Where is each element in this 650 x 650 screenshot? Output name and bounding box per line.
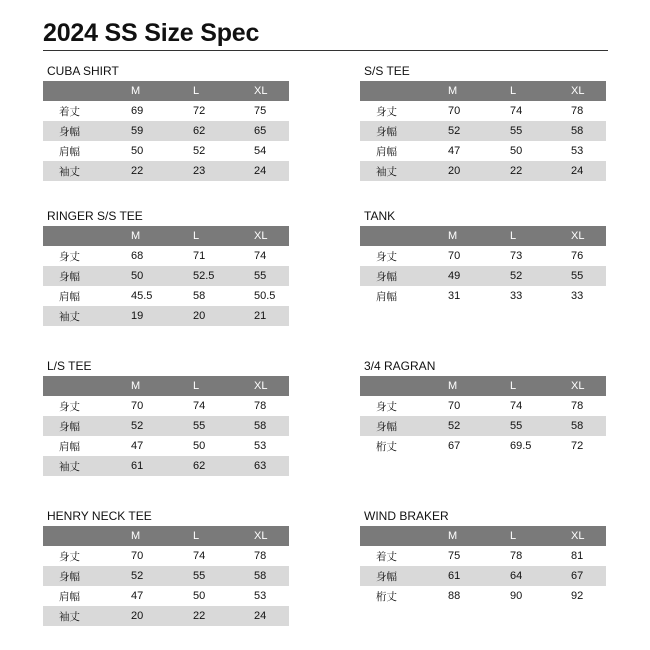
size-table [43,226,289,326]
measurement-value: 22 [510,165,523,177]
size-header-row [360,376,606,396]
measurement-label: 身幅 [59,270,80,283]
measurement-value: 76 [571,250,584,262]
measurement-label: 肩幅 [59,440,80,453]
measurement-value: 69 [131,105,144,117]
size-header: L [510,85,517,97]
measurement-label: 身丈 [376,400,397,413]
page-title: 2024 SS Size Spec [43,19,260,47]
measurement-label: 袖丈 [376,165,397,178]
measurement-value: 58 [571,420,584,432]
size-header: M [131,230,141,242]
measurement-value: 78 [571,105,584,117]
table-row [43,246,289,266]
title-divider [43,50,608,51]
measurement-label: 肩幅 [376,290,397,303]
measurement-value: 81 [571,550,584,562]
measurement-value: 47 [131,440,144,452]
table-row [43,546,289,566]
measurement-value: 73 [510,250,523,262]
size-header: M [448,85,458,97]
table-row [43,566,289,586]
product-name: WIND BRAKER [364,509,449,523]
measurement-value: 24 [571,165,584,177]
measurement-label: 袖丈 [59,610,80,623]
measurement-value: 52 [131,570,144,582]
measurement-value: 55 [510,420,523,432]
header-corner [360,81,448,101]
size-table-block [43,508,289,626]
size-header: M [448,380,458,392]
size-header-row [360,526,606,546]
table-row [43,416,289,436]
size-header-row [360,226,606,246]
measurement-value: 52.5 [193,270,215,282]
measurement-value: 20 [448,165,461,177]
measurement-value: 70 [448,105,461,117]
measurement-value: 47 [448,145,461,157]
table-row [360,246,606,266]
measurement-value: 65 [254,125,267,137]
measurement-value: 59 [131,125,144,137]
table-row [43,586,289,606]
product-name: 3/4 RAGRAN [364,359,436,373]
product-name: TANK [364,209,396,223]
measurement-value: 74 [510,400,523,412]
measurement-value: 67 [571,570,584,582]
measurement-value: 24 [254,610,267,622]
measurement-value: 22 [193,610,206,622]
measurement-value: 74 [254,250,267,262]
size-header: XL [571,85,585,97]
size-header: L [193,230,200,242]
measurement-label: 身丈 [59,400,80,413]
measurement-value: 23 [193,165,206,177]
size-header: M [131,85,141,97]
measurement-value: 52 [131,420,144,432]
measurement-value: 58 [571,125,584,137]
measurement-value: 58 [254,570,267,582]
product-name: HENRY NECK TEE [47,509,152,523]
size-header: XL [571,530,585,542]
measurement-value: 78 [510,550,523,562]
size-header-row [43,376,289,396]
size-header: XL [571,230,585,242]
measurement-value: 54 [254,145,267,157]
measurement-value: 55 [254,270,267,282]
measurement-value: 62 [193,125,206,137]
measurement-label: 身幅 [376,270,397,283]
measurement-label: 身幅 [376,125,397,138]
measurement-label: 桁丈 [376,590,397,603]
table-row [43,286,289,306]
measurement-value: 61 [448,570,461,582]
table-row [43,396,289,416]
size-table-block [360,358,606,456]
table-row [43,161,289,181]
size-header: XL [254,380,268,392]
size-header-row [43,81,289,101]
measurement-value: 70 [448,250,461,262]
measurement-value: 47 [131,590,144,602]
measurement-value: 55 [193,420,206,432]
measurement-value: 50 [510,145,523,157]
measurement-value: 58 [193,290,206,302]
measurement-value: 71 [193,250,206,262]
measurement-value: 45.5 [131,290,153,302]
size-table-block [43,208,289,326]
measurement-label: 肩幅 [376,145,397,158]
measurement-value: 20 [131,610,144,622]
measurement-value: 70 [131,550,144,562]
measurement-value: 64 [510,570,523,582]
table-row [360,266,606,286]
measurement-value: 75 [254,105,267,117]
size-table [43,526,289,626]
measurement-value: 49 [448,270,461,282]
measurement-value: 20 [193,310,206,322]
measurement-value: 74 [193,550,206,562]
measurement-label: 袖丈 [59,165,80,178]
size-header: XL [254,85,268,97]
table-row [360,416,606,436]
size-header: XL [254,230,268,242]
measurement-label: 袖丈 [59,310,80,323]
table-row [43,606,289,626]
measurement-value: 72 [193,105,206,117]
size-header: L [193,530,200,542]
table-row [43,101,289,121]
measurement-value: 50 [131,145,144,157]
size-header: L [510,380,517,392]
size-header: L [510,230,517,242]
size-table [360,81,606,181]
size-header: M [448,230,458,242]
measurement-value: 72 [571,440,584,452]
measurement-value: 55 [571,270,584,282]
table-row [360,436,606,456]
header-corner [43,81,131,101]
size-header: L [510,530,517,542]
table-row [360,101,606,121]
table-row [43,141,289,161]
measurement-label: 桁丈 [376,440,397,453]
size-header: M [448,530,458,542]
measurement-value: 52 [193,145,206,157]
size-table [360,226,606,306]
measurement-label: 肩幅 [59,590,80,603]
table-row [360,566,606,586]
size-table-block [360,508,606,606]
measurement-value: 74 [193,400,206,412]
measurement-value: 78 [254,550,267,562]
table-row [43,306,289,326]
size-header: L [193,380,200,392]
table-row [360,586,606,606]
measurement-value: 52 [448,125,461,137]
measurement-label: 身幅 [59,570,80,583]
measurement-label: 身丈 [59,250,80,263]
measurement-value: 61 [131,460,144,472]
measurement-value: 19 [131,310,144,322]
product-name: RINGER S/S TEE [47,209,143,223]
measurement-value: 50 [193,440,206,452]
size-table-block [360,208,606,306]
table-row [360,546,606,566]
measurement-label: 着丈 [59,105,80,118]
header-corner [360,376,448,396]
size-header: L [193,85,200,97]
measurement-label: 身幅 [59,420,80,433]
measurement-value: 55 [193,570,206,582]
measurement-value: 50.5 [254,290,276,302]
measurement-value: 63 [254,460,267,472]
measurement-value: 52 [510,270,523,282]
header-corner [360,226,448,246]
measurement-value: 69.5 [510,440,532,452]
measurement-value: 88 [448,590,461,602]
header-corner [360,526,448,546]
measurement-label: 袖丈 [59,460,80,473]
measurement-value: 21 [254,310,267,322]
measurement-value: 70 [131,400,144,412]
measurement-label: 身幅 [376,420,397,433]
product-name: S/S TEE [364,64,410,78]
measurement-label: 肩幅 [59,145,80,158]
size-header: M [131,530,141,542]
measurement-label: 身丈 [59,550,80,563]
table-row [43,266,289,286]
measurement-value: 68 [131,250,144,262]
measurement-value: 67 [448,440,461,452]
table-row [43,436,289,456]
table-row [360,121,606,141]
size-header-row [43,526,289,546]
size-table-block [43,358,289,476]
measurement-value: 33 [510,290,523,302]
measurement-label: 肩幅 [59,290,80,303]
measurement-label: 身幅 [59,125,80,138]
table-row [43,121,289,141]
size-header-row [360,81,606,101]
size-table [43,376,289,476]
measurement-value: 78 [571,400,584,412]
size-header: XL [254,530,268,542]
measurement-value: 22 [131,165,144,177]
measurement-label: 身丈 [376,105,397,118]
measurement-value: 74 [510,105,523,117]
measurement-label: 身丈 [376,250,397,263]
measurement-value: 50 [131,270,144,282]
measurement-value: 33 [571,290,584,302]
measurement-value: 75 [448,550,461,562]
size-table [360,526,606,606]
measurement-value: 78 [254,400,267,412]
table-row [43,456,289,476]
product-name: CUBA SHIRT [47,64,119,78]
table-row [360,286,606,306]
measurement-value: 55 [510,125,523,137]
measurement-value: 53 [254,590,267,602]
table-row [360,396,606,416]
size-table-block [360,63,606,181]
product-name: L/S TEE [47,359,92,373]
measurement-value: 70 [448,400,461,412]
header-corner [43,226,131,246]
measurement-value: 53 [571,145,584,157]
measurement-value: 92 [571,590,584,602]
measurement-value: 24 [254,165,267,177]
measurement-value: 52 [448,420,461,432]
measurement-value: 62 [193,460,206,472]
size-table [43,81,289,181]
measurement-value: 31 [448,290,461,302]
measurement-value: 53 [254,440,267,452]
measurement-value: 58 [254,420,267,432]
measurement-value: 90 [510,590,523,602]
size-header: M [131,380,141,392]
size-header: XL [571,380,585,392]
header-corner [43,526,131,546]
table-row [360,141,606,161]
measurement-label: 着丈 [376,550,397,563]
table-row [360,161,606,181]
size-header-row [43,226,289,246]
size-table [360,376,606,456]
measurement-label: 身幅 [376,570,397,583]
header-corner [43,376,131,396]
size-table-block [43,63,289,181]
measurement-value: 50 [193,590,206,602]
